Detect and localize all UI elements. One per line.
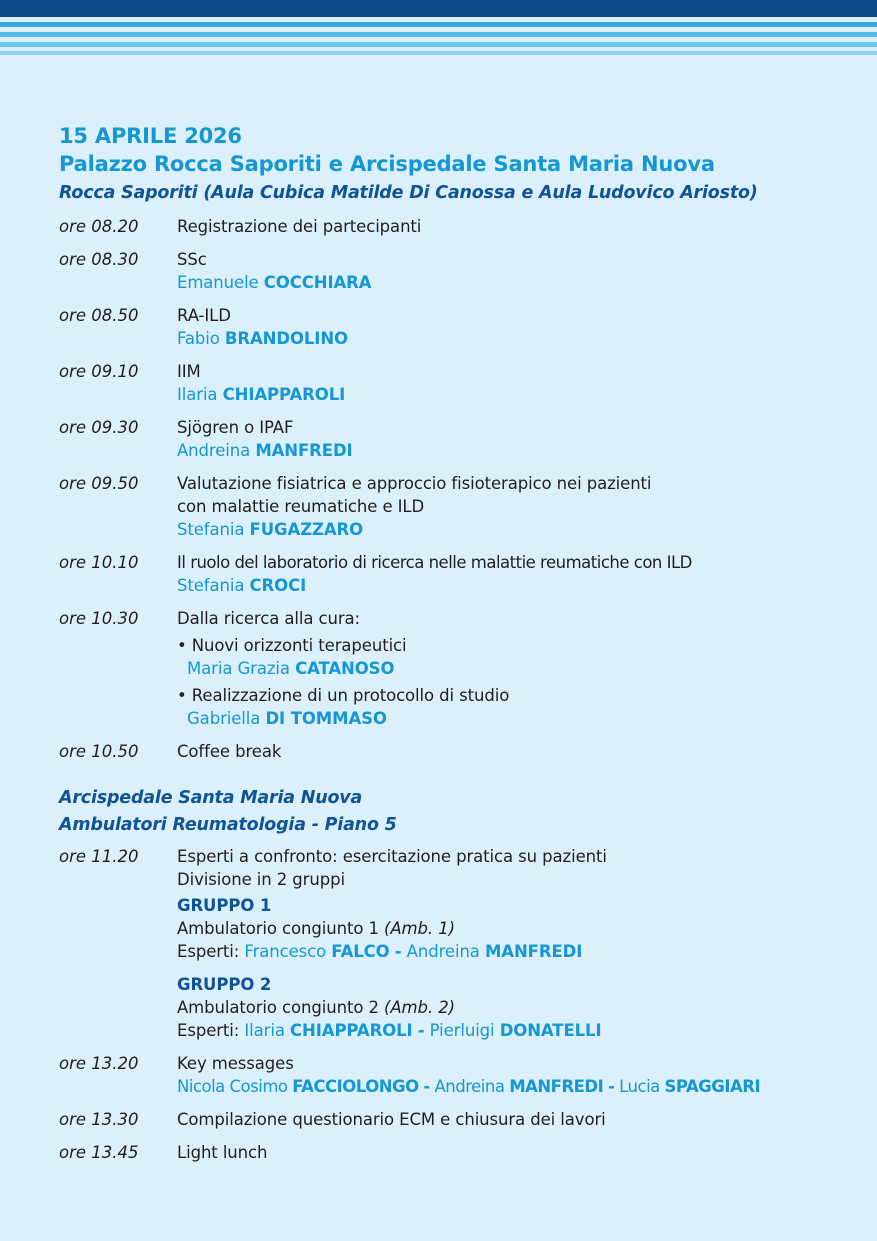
session-title: RA-ILD: [177, 306, 231, 325]
speaker: Fabio BRANDOLINO: [177, 329, 348, 348]
group-name: GRUPPO 2: [177, 975, 272, 994]
event-venue: Palazzo Rocca Saporiti e Arcispedale Santa Maria Nuova: [59, 152, 715, 176]
session-time: ore 09.50: [59, 474, 139, 493]
speaker: Stefania FUGAZZARO: [177, 520, 364, 539]
session-time: ore 13.45: [59, 1143, 139, 1162]
sub-topic: • Nuovi orizzonti terapeutici: [177, 636, 407, 655]
session-time: ore 10.10: [59, 553, 139, 572]
session-title: Registrazione dei partecipanti: [177, 217, 422, 236]
stripe: [0, 22, 877, 27]
program-content: [59, 122, 849, 1164]
session-title: IIM: [177, 362, 201, 381]
stripe-dark: [0, 0, 877, 17]
session-title: Valutazione fisiatrica e approccio fisioterapico nei pazienti: [177, 474, 652, 493]
schedule-row: [59, 551, 849, 597]
schedule-row: [59, 607, 849, 730]
group-name: GRUPPO 1: [177, 896, 272, 915]
session-time: ore 08.30: [59, 250, 139, 269]
session-time: ore 13.30: [59, 1110, 139, 1129]
header-stripes: [0, 0, 877, 56]
schedule-row: [59, 1108, 849, 1131]
section-2-venue: Arcispedale Santa Maria Nuova: [59, 788, 363, 808]
speakers: Nicola Cosimo FACCIOLONGO - Andreina MANFREDI - Lucia SPAGGIARI: [177, 1077, 761, 1096]
session-time: ore 08.20: [59, 217, 139, 236]
sub-topic: • Realizzazione di un protocollo di studio: [177, 686, 510, 705]
speaker: Stefania CROCI: [177, 576, 307, 595]
schedule-row: [59, 248, 849, 294]
section-2-heading: [59, 785, 849, 839]
session-title-cont: Divisione in 2 gruppi: [177, 870, 345, 889]
session-time: ore 10.30: [59, 609, 139, 628]
group-experts: Esperti: Ilaria CHIAPPAROLI - Pierluigi DONATELLI: [177, 1021, 602, 1040]
session-time: ore 10.50: [59, 742, 139, 761]
session-time: ore 09.30: [59, 418, 139, 437]
session-title: SSc: [177, 250, 207, 269]
session-title: Dalla ricerca alla cura:: [177, 609, 360, 628]
schedule-row: [59, 416, 849, 462]
speaker: Andreina MANFREDI: [177, 441, 353, 460]
session-title: Sjögren o IPAF: [177, 418, 294, 437]
event-subvenue: Rocca Saporiti (Aula Cubica Matilde Di Canossa e Aula Ludovico Ariosto): [59, 183, 758, 203]
schedule-row: [59, 304, 849, 350]
schedule-part-2: [59, 845, 849, 1164]
schedule-row: [59, 1052, 849, 1098]
session-title-cont: con malattie reumatiche e ILD: [177, 497, 425, 516]
session-title: Compilazione questionario ECM e chiusura dei lavori: [177, 1110, 606, 1129]
speaker: Maria Grazia CATANOSO: [187, 659, 395, 678]
speaker: Emanuele COCCHIARA: [177, 273, 372, 292]
session-time: ore 08.50: [59, 306, 139, 325]
stripe: [0, 51, 877, 55]
section-2-room: Ambulatori Reumatologia - Piano 5: [59, 815, 397, 835]
stripe: [0, 32, 877, 37]
schedule-row: [59, 740, 849, 763]
schedule-row: [59, 1141, 849, 1164]
schedule-row: [59, 845, 849, 1042]
speaker: Ilaria CHIAPPAROLI: [177, 385, 346, 404]
session-title: Il ruolo del laboratorio di ricerca nelle malattie reumatiche con ILD: [177, 553, 692, 572]
schedule-row: [59, 360, 849, 406]
session-time: ore 09.10: [59, 362, 139, 381]
schedule-part-1: [59, 215, 849, 763]
session-title: Coffee break: [177, 742, 282, 761]
session-title: Key messages: [177, 1054, 294, 1073]
schedule-row: [59, 472, 849, 541]
schedule-row: [59, 215, 849, 238]
session-time: ore 11.20: [59, 847, 139, 866]
speaker: Gabriella DI TOMMASO: [187, 709, 387, 728]
session-time: ore 13.20: [59, 1054, 139, 1073]
group-room: Ambulatorio congiunto 2 (Amb. 2): [177, 998, 455, 1017]
stripe: [0, 42, 877, 47]
session-title: Light lunch: [177, 1143, 268, 1162]
group-room: Ambulatorio congiunto 1 (Amb. 1): [177, 919, 455, 938]
session-title: Esperti a confronto: esercitazione pratica su pazienti: [177, 847, 607, 866]
event-date: 15 APRILE 2026: [59, 124, 242, 148]
group-experts: Esperti: Francesco FALCO - Andreina MANFREDI: [177, 942, 583, 961]
